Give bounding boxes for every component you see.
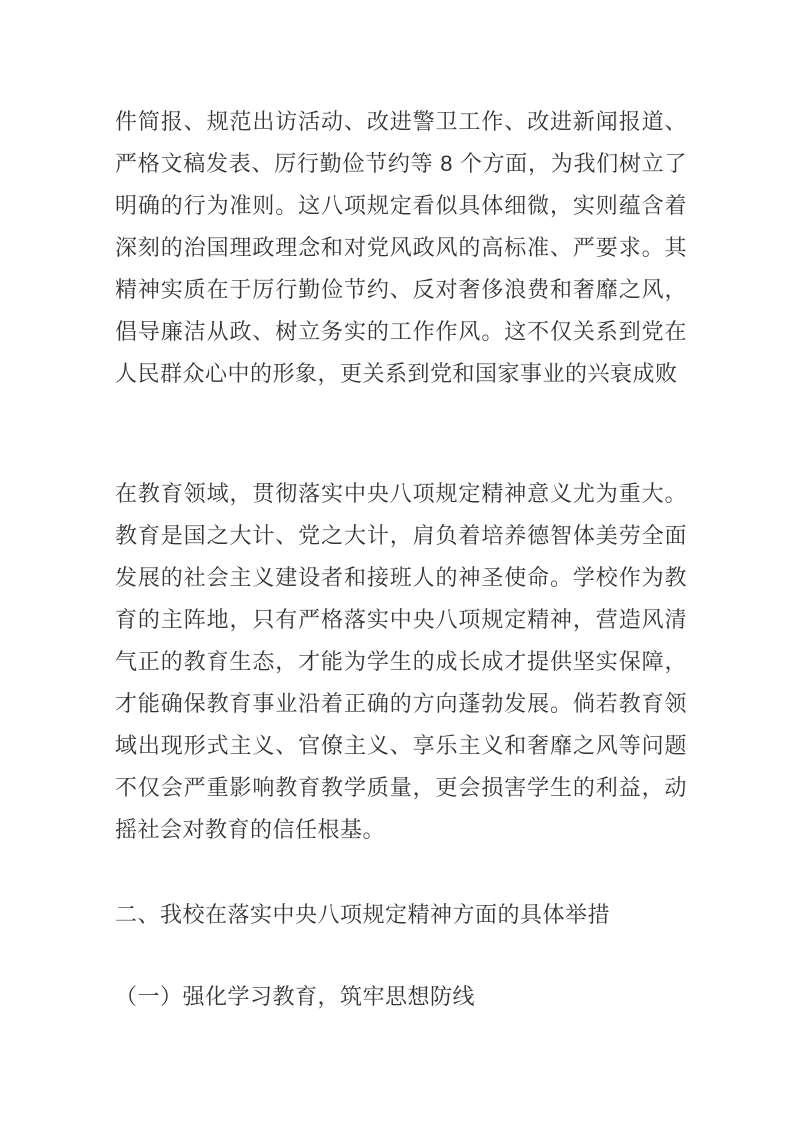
text-line: 育的主阵地，只有严格落实中央八项规定精神，营造风清	[115, 607, 687, 632]
document-content	[115, 101, 687, 1018]
text-line: 人民群众心中的形象，更关系到党和国家事业的兴衰成败	[115, 361, 678, 386]
text-line: 域出现形式主义、官僚主义、享乐主义和奢靡之风等问题	[115, 733, 687, 758]
paragraph-education-significance	[115, 473, 687, 851]
text-line: 才能确保教育事业沿着正确的方向蓬勃发展。倘若教育领	[115, 691, 687, 716]
text-line: 气正的教育生态，才能为学生的成长成才提供坚实保障，	[115, 649, 687, 674]
text-line: 倡导廉洁从政、树立务实的工作作风。这不仅关系到党在	[115, 319, 687, 344]
text-line: 教育是国之大计、党之大计，肩负着培养德智体美劳全面	[115, 523, 687, 548]
subsection-heading-one: （一）强化学习教育，筑牢思想防线	[115, 984, 476, 1009]
text-line: 不仅会严重影响教育教学质量，更会损害学生的利益，动	[115, 775, 687, 800]
text-line: 发展的社会主义建设者和接班人的神圣使命。学校作为教	[115, 565, 687, 590]
section-heading-two: 二、我校在落实中央八项规定精神方面的具体举措	[115, 902, 611, 927]
text-line: 深刻的治国理政理念和对党风政风的高标准、严要求。其	[115, 235, 687, 260]
text-line: 严格文稿发表、厉行勤俭节约等 8 个方面，为我们树立了	[115, 151, 687, 176]
text-line: 明确的行为准则。这八项规定看似具体细微，实则蕴含着	[115, 193, 687, 218]
text-line: 件简报、规范出访活动、改进警卫工作、改进新闻报道、	[115, 109, 687, 134]
paragraph-continuation-eight-regulations	[115, 101, 687, 395]
text-line: 在教育领域，贯彻落实中央八项规定精神意义尤为重大。	[115, 481, 687, 506]
text-line: 摇社会对教育的信任根基。	[115, 817, 386, 842]
text-line: 精神实质在于厉行勤俭节约、反对奢侈浪费和奢靡之风，	[115, 277, 687, 302]
